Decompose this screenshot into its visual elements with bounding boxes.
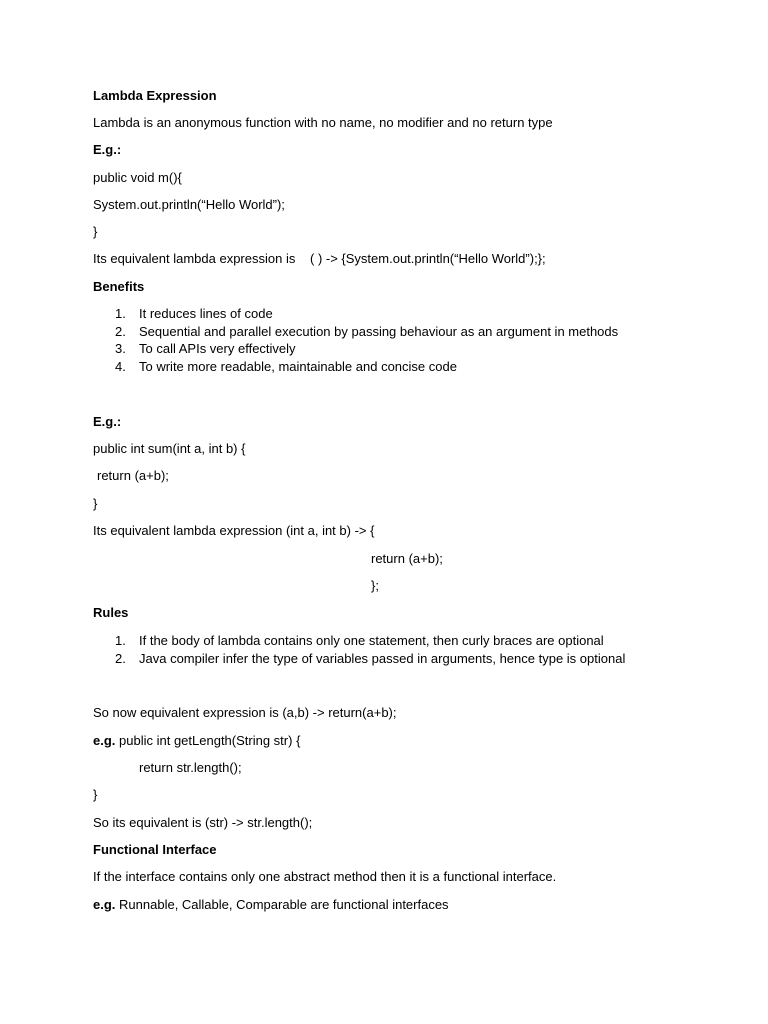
code-line: public int sum(int a, int b) { [93, 441, 246, 456]
code-line: return str.length(); [139, 760, 242, 775]
list-item [115, 651, 625, 669]
lambda-definition: Lambda is an anonymous function with no name, no modifier and no return type [93, 115, 553, 130]
functional-interface-definition: If the interface contains only one abstract method then it is a functional interface. [93, 869, 557, 884]
eg-label: E.g.: [93, 142, 122, 157]
eg-label: e.g. [93, 733, 116, 748]
functional-examples: Runnable, Callable, Comparable are functional interfaces [119, 897, 449, 912]
list-item-text: To write more readable, maintainable and concise code [139, 358, 457, 374]
heading-functional-interface: Functional Interface [93, 842, 217, 857]
heading-benefits: Benefits [93, 279, 145, 294]
list-item-text: It reduces lines of code [139, 306, 273, 321]
list-item [115, 341, 618, 359]
list-item-text: Java compiler infer the type of variables passed in arguments, hence type is optional [139, 650, 626, 666]
list-number: 2. [115, 323, 126, 339]
code-line: }; [371, 578, 379, 593]
example-line [93, 733, 300, 749]
so-now-equivalent-text: So now equivalent expression is (a,b) -> return(a+b); [93, 705, 397, 720]
list-number: 1. [115, 633, 126, 648]
code-line: } [93, 224, 98, 239]
equivalent-lambda-text: Its equivalent lambda expression is [93, 251, 296, 266]
list-number: 3. [115, 341, 126, 356]
benefits-list [115, 306, 618, 376]
list-item-text: If the body of lambda contains only one statement, then curly braces are optional [139, 633, 604, 648]
code-line: return (a+b); [97, 468, 169, 483]
list-item-text: Sequential and parallel execution by passing behaviour as an argument in methods [139, 323, 619, 339]
example-line [93, 897, 449, 913]
code-line: System.out.println(“Hello World”); [93, 197, 285, 212]
list-item [115, 324, 618, 342]
list-item [115, 306, 618, 324]
equivalent-lambda-text: Its equivalent lambda expression (int a, int b) -> { [93, 523, 375, 538]
eg-label: e.g. [93, 897, 116, 912]
list-number: 4. [115, 358, 126, 374]
list-item [115, 633, 625, 651]
list-number: 2. [115, 650, 126, 666]
list-item-text: To call APIs very effectively [139, 341, 296, 356]
eg-label: E.g.: [93, 414, 122, 429]
code-line: public int getLength(String str) { [119, 733, 301, 748]
heading-rules: Rules [93, 605, 129, 620]
heading-lambda-expression: Lambda Expression [93, 88, 217, 103]
code-line: } [93, 787, 98, 802]
so-its-equivalent-text: So its equivalent is (str) -> str.length(); [93, 815, 313, 830]
code-line: return (a+b); [371, 551, 443, 566]
code-line: } [93, 496, 98, 511]
code-line: public void m(){ [93, 170, 182, 185]
list-number: 1. [115, 306, 126, 321]
rules-list [115, 633, 625, 668]
list-item [115, 359, 618, 377]
equivalent-lambda-expression: ( ) -> {System.out.println(“Hello World”);}; [310, 251, 546, 266]
